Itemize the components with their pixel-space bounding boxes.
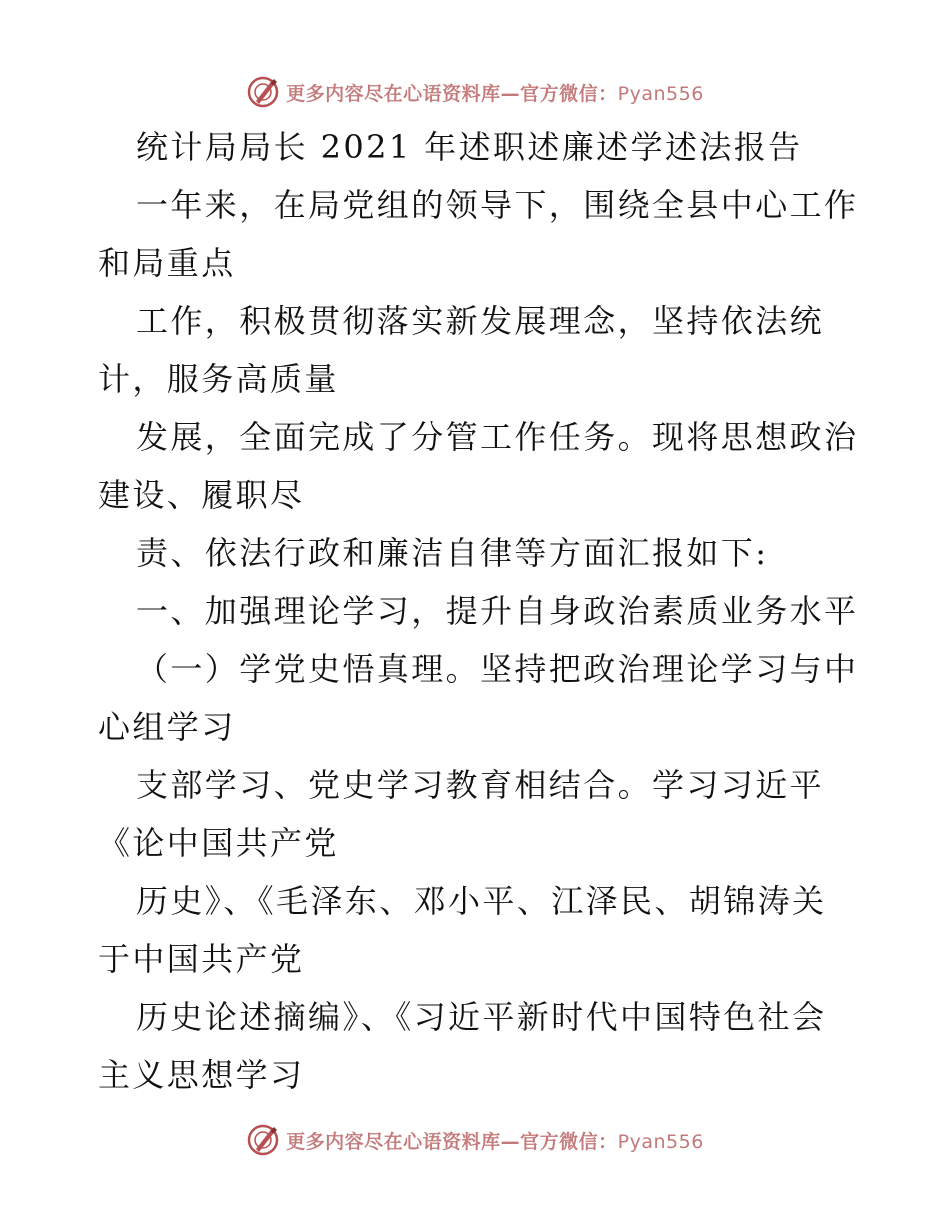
document-line: 和局重点 <box>98 244 236 282</box>
pen-circle-logo-icon <box>246 1123 280 1157</box>
watermark-text <box>286 79 704 106</box>
document-line: 于中国共产党 <box>98 940 305 978</box>
watermark-label: 更多内容尽在心语资料库—官方微信： <box>286 82 618 105</box>
watermark-wechat-id: Pyan556 <box>617 1130 704 1153</box>
subsection-heading: （一）学党史悟真理。坚持把政治理论学习与中 <box>136 650 859 688</box>
pen-circle-logo-icon <box>246 75 280 109</box>
document-line: 心组学习 <box>98 708 236 746</box>
document-line: 主义思想学习 <box>98 1056 305 1094</box>
document-line: 历史论述摘编》、《习近平新时代中国特色社会 <box>136 998 827 1036</box>
document-line: 支部学习、党史学习教育相结合。学习习近平 <box>136 766 825 804</box>
section-heading: 一、加强理论学习，提升自身政治素质业务水平 <box>136 592 859 630</box>
document-line: 责、依法行政和廉洁自律等方面汇报如下: <box>136 534 769 572</box>
watermark-banner-bottom <box>0 1118 950 1162</box>
watermark-wechat-id: Pyan556 <box>617 82 704 105</box>
document-line: 计，服务高质量 <box>98 360 339 398</box>
document-line: 历史》、《毛泽东、邓小平、江泽民、胡锦涛关 <box>136 882 827 920</box>
document-line: 发展，全面完成了分管工作任务。现将思想政治 <box>136 418 859 456</box>
document-line: 一年来，在局党组的领导下，围绕全县中心工作 <box>136 186 859 224</box>
watermark-banner-top <box>0 70 950 114</box>
watermark-label: 更多内容尽在心语资料库—官方微信： <box>286 1130 618 1153</box>
document-body <box>98 118 858 1104</box>
watermark-text <box>286 1127 704 1154</box>
document-title: 统计局局长 2021 年述职述廉述学述法报告 <box>136 128 803 166</box>
document-line: 建设、履职尽 <box>98 476 305 514</box>
document-line: 《论中国共产党 <box>98 824 339 862</box>
document-line: 工作，积极贯彻落实新发展理念，坚持依法统 <box>136 302 825 340</box>
